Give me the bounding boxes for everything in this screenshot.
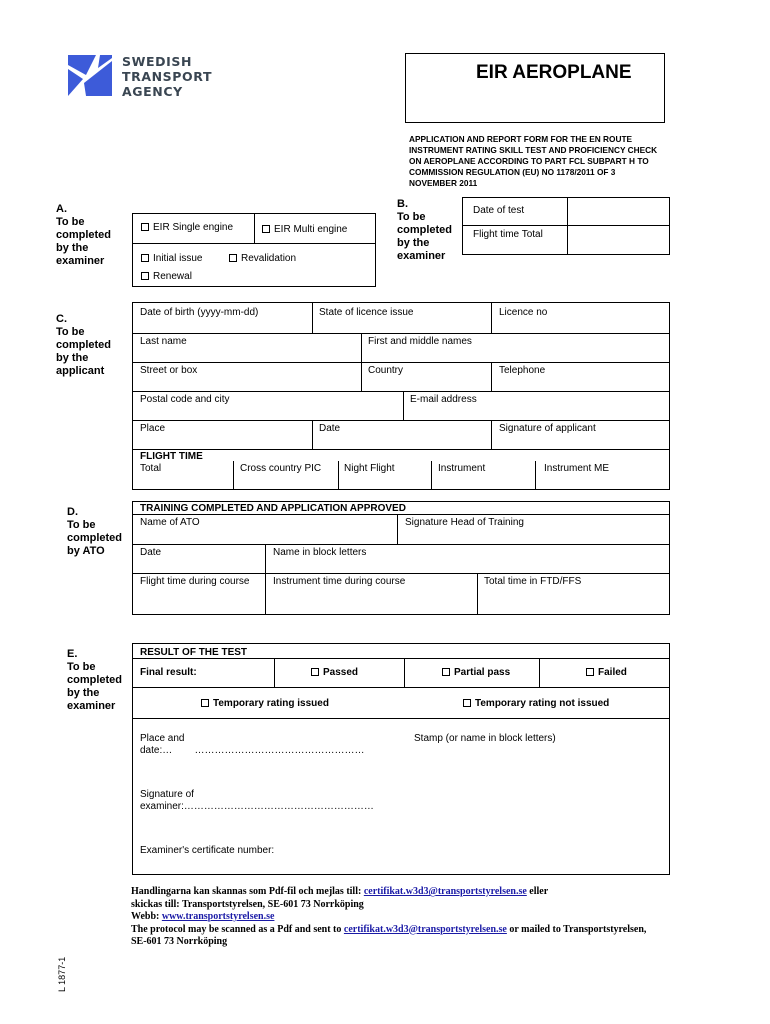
date-label: Date bbox=[319, 423, 341, 434]
flight-time-heading: FLIGHT TIME bbox=[140, 451, 203, 462]
failed-label: Failed bbox=[598, 667, 627, 678]
failed-checkbox[interactable] bbox=[586, 667, 627, 678]
date-of-birth-label: Date of birth (yyyy-mm-dd) bbox=[140, 307, 259, 318]
form-code: L 1877-1 bbox=[57, 956, 67, 992]
instrument-me-label: Instrument ME bbox=[544, 463, 610, 474]
eir-single-engine-label: EIR Single engine bbox=[153, 222, 234, 233]
revalidation-checkbox[interactable] bbox=[229, 253, 296, 264]
email-link-en[interactable]: certifikat.w3d3@transportstyrelsen.se bbox=[343, 923, 507, 935]
email-link-sv[interactable]: certifikat.w3d3@transportstyrelsen.se bbox=[363, 886, 527, 897]
instrument-label: Instrument bbox=[438, 463, 486, 474]
renewal-label: Renewal bbox=[153, 271, 192, 282]
training-approved-title: TRAINING COMPLETED AND APPLICATION APPROVED bbox=[140, 503, 406, 514]
section-d-heading: D. To be completed by ATO bbox=[67, 506, 123, 557]
name-of-ato-label: Name of ATO bbox=[140, 517, 200, 528]
state-of-licence-label: State of licence issue bbox=[319, 307, 414, 318]
ato-date-label: Date bbox=[140, 547, 162, 558]
postal-label: Postal code and city bbox=[140, 394, 230, 405]
total-ftd-label: Total time in FTD/FFS bbox=[484, 576, 582, 587]
form-description: APPLICATION AND REPORT FORM FOR THE EN ROUTE INSTRUMENT RATING SKILL TEST AND PROFICIENCY CHECK ON AEROPLANE ACCORDING TO PART FCL SUBPART H TO COMMISSION REGULATION (EU) NO 1178/2011 OF 3 NOVEMBER 2011 bbox=[409, 134, 658, 188]
website-link[interactable]: www.transportstyrelsen.se bbox=[161, 911, 275, 922]
last-name-label: Last name bbox=[140, 336, 187, 347]
name-block-label: Name in block letters bbox=[273, 547, 367, 558]
section-d-box bbox=[132, 501, 670, 615]
initial-issue-label: Initial issue bbox=[153, 253, 203, 264]
licence-no-label: Licence no bbox=[499, 307, 548, 318]
agency-logo-icon bbox=[66, 53, 114, 98]
place-label: Place bbox=[140, 423, 166, 434]
date-of-test-label: Date of test bbox=[473, 205, 525, 216]
section-a-heading: A. To be completed by the examiner bbox=[56, 203, 112, 267]
result-title: RESULT OF THE TEST bbox=[140, 647, 248, 658]
revalidation-label: Revalidation bbox=[241, 253, 297, 264]
email-label: E-mail address bbox=[410, 394, 477, 405]
footer-text: Handlingarna kan skannas som Pdf-fil och mejlas till: certifikat.w3d3@transportstyrelsen.se eller skickas till: Transportstyrelsen, SE-601 73 Norrköping Webb: www.transportstyrelsen.se The protocol may be scanned as a Pdf and sent to certifikat.w3d3@transportstyrelsen.se or mailed to Transportstyrelsen, SE-601 73 Norrköping bbox=[131, 886, 647, 947]
total-label: Total bbox=[140, 463, 162, 474]
renewal-checkbox[interactable] bbox=[141, 271, 192, 282]
passed-label: Passed bbox=[323, 667, 359, 678]
signature-applicant-label: Signature of applicant bbox=[499, 423, 596, 434]
partial-pass-label: Partial pass bbox=[454, 667, 511, 678]
section-e-heading: E. To be completed by the examiner bbox=[67, 648, 123, 712]
street-label: Street or box bbox=[140, 365, 198, 376]
country-label: Country bbox=[368, 365, 404, 376]
flight-time-total-label: Flight time Total bbox=[473, 229, 543, 240]
temp-not-issued-label: Temporary rating not issued bbox=[475, 698, 610, 709]
section-c-heading: C. To be completed by the applicant bbox=[56, 313, 112, 377]
cert-number-label: Examiner's certificate number: bbox=[140, 845, 275, 856]
telephone-label: Telephone bbox=[499, 365, 546, 376]
temp-issued-checkbox[interactable] bbox=[201, 698, 329, 709]
eir-multi-engine-checkbox[interactable] bbox=[262, 224, 347, 235]
passed-checkbox[interactable] bbox=[311, 667, 358, 678]
place-and-label: Place and bbox=[140, 733, 185, 744]
temp-issued-label: Temporary rating issued bbox=[213, 698, 329, 709]
temp-not-issued-checkbox[interactable] bbox=[463, 698, 609, 709]
form-title: EIR AEROPLANE bbox=[476, 62, 632, 83]
eir-single-engine-checkbox[interactable] bbox=[141, 222, 233, 233]
final-result-label: Final result: bbox=[140, 667, 197, 678]
examiner-signature-field[interactable]: examiner:………………………………………………… bbox=[140, 801, 374, 812]
flight-time-course-label: Flight time during course bbox=[140, 576, 250, 587]
date-dots-field[interactable]: date:… …………………………………………… bbox=[140, 745, 365, 756]
agency-logo-text: SWEDISH TRANSPORT AGENCY bbox=[122, 54, 213, 99]
flight-time-total-field[interactable] bbox=[568, 226, 669, 254]
date-of-test-field[interactable] bbox=[568, 198, 669, 224]
initial-issue-checkbox[interactable] bbox=[141, 253, 202, 264]
stamp-label: Stamp (or name in block letters) bbox=[414, 733, 556, 744]
cross-country-label: Cross country PIC bbox=[240, 463, 322, 474]
instrument-time-course-label: Instrument time during course bbox=[273, 576, 406, 587]
night-flight-label: Night Flight bbox=[344, 463, 395, 474]
partial-pass-checkbox[interactable] bbox=[442, 667, 510, 678]
section-b-heading: B. To be completed by the examiner bbox=[397, 198, 453, 262]
signature-head-label: Signature Head of Training bbox=[405, 517, 524, 528]
signature-of-label: Signature of bbox=[140, 789, 194, 800]
first-names-label: First and middle names bbox=[368, 336, 472, 347]
eir-multi-engine-label: EIR Multi engine bbox=[274, 224, 348, 235]
